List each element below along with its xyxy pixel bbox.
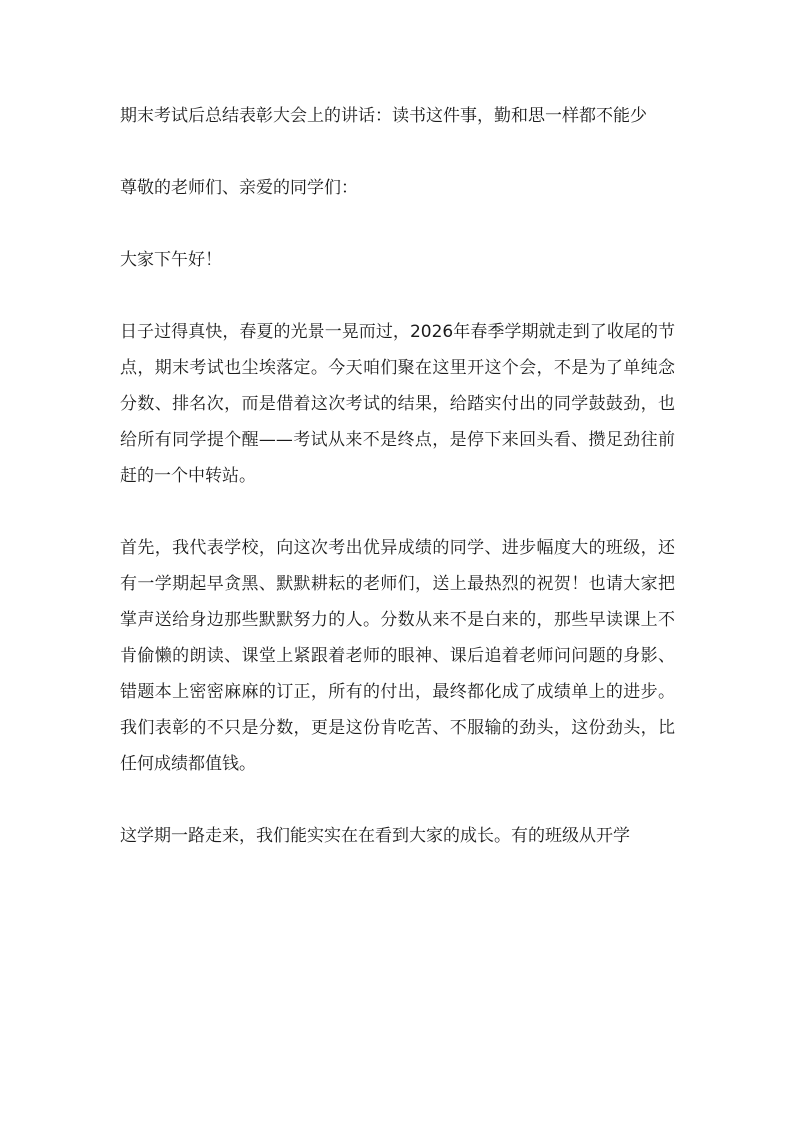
paragraph-3: 这学期一路走来，我们能实实在在看到大家的成长。有的班级从开学	[120, 826, 630, 846]
paragraph-1: 日子过得真快，春夏的光景一晃而过，2026年春季学期就走到了收尾的节点，期末考试也尘埃落定。今天咱们聚在这里开这个会，不是为了单纯念分数、排名次，而是借着这次考试的结果，给踏实付出的同学鼓鼓劲，也给所有同学提个醒——考试从来不是终点，是停下来回头看、攒足劲往前赶的一个中转站。	[120, 322, 675, 486]
salutation: 尊敬的老师们、亲爱的同学们：	[120, 178, 358, 198]
document-page	[120, 98, 675, 890]
greeting: 大家下午好！	[120, 250, 222, 270]
paragraph-2: 首先，我代表学校，向这次考出优异成绩的同学、进步幅度大的班级，还有一学期起早贪黑、默默耕耘的老师们，送上最热烈的祝贺！也请大家把掌声送给身边那些默默努力的人。分数从来不是白来的，那些早读课上不肯偷懒的朗读、课堂上紧跟着老师的眼神、课后追着老师问问题的身影、错题本上密密麻麻的订正，所有的付出，最终都化成了成绩单上的进步。我们表彰的不只是分数，更是这份肯吃苦、不服输的劲头，这份劲头，比任何成绩都值钱。	[120, 538, 675, 774]
document-title: 期末考试后总结表彰大会上的讲话：读书这件事，勤和思一样都不能少	[120, 106, 647, 126]
